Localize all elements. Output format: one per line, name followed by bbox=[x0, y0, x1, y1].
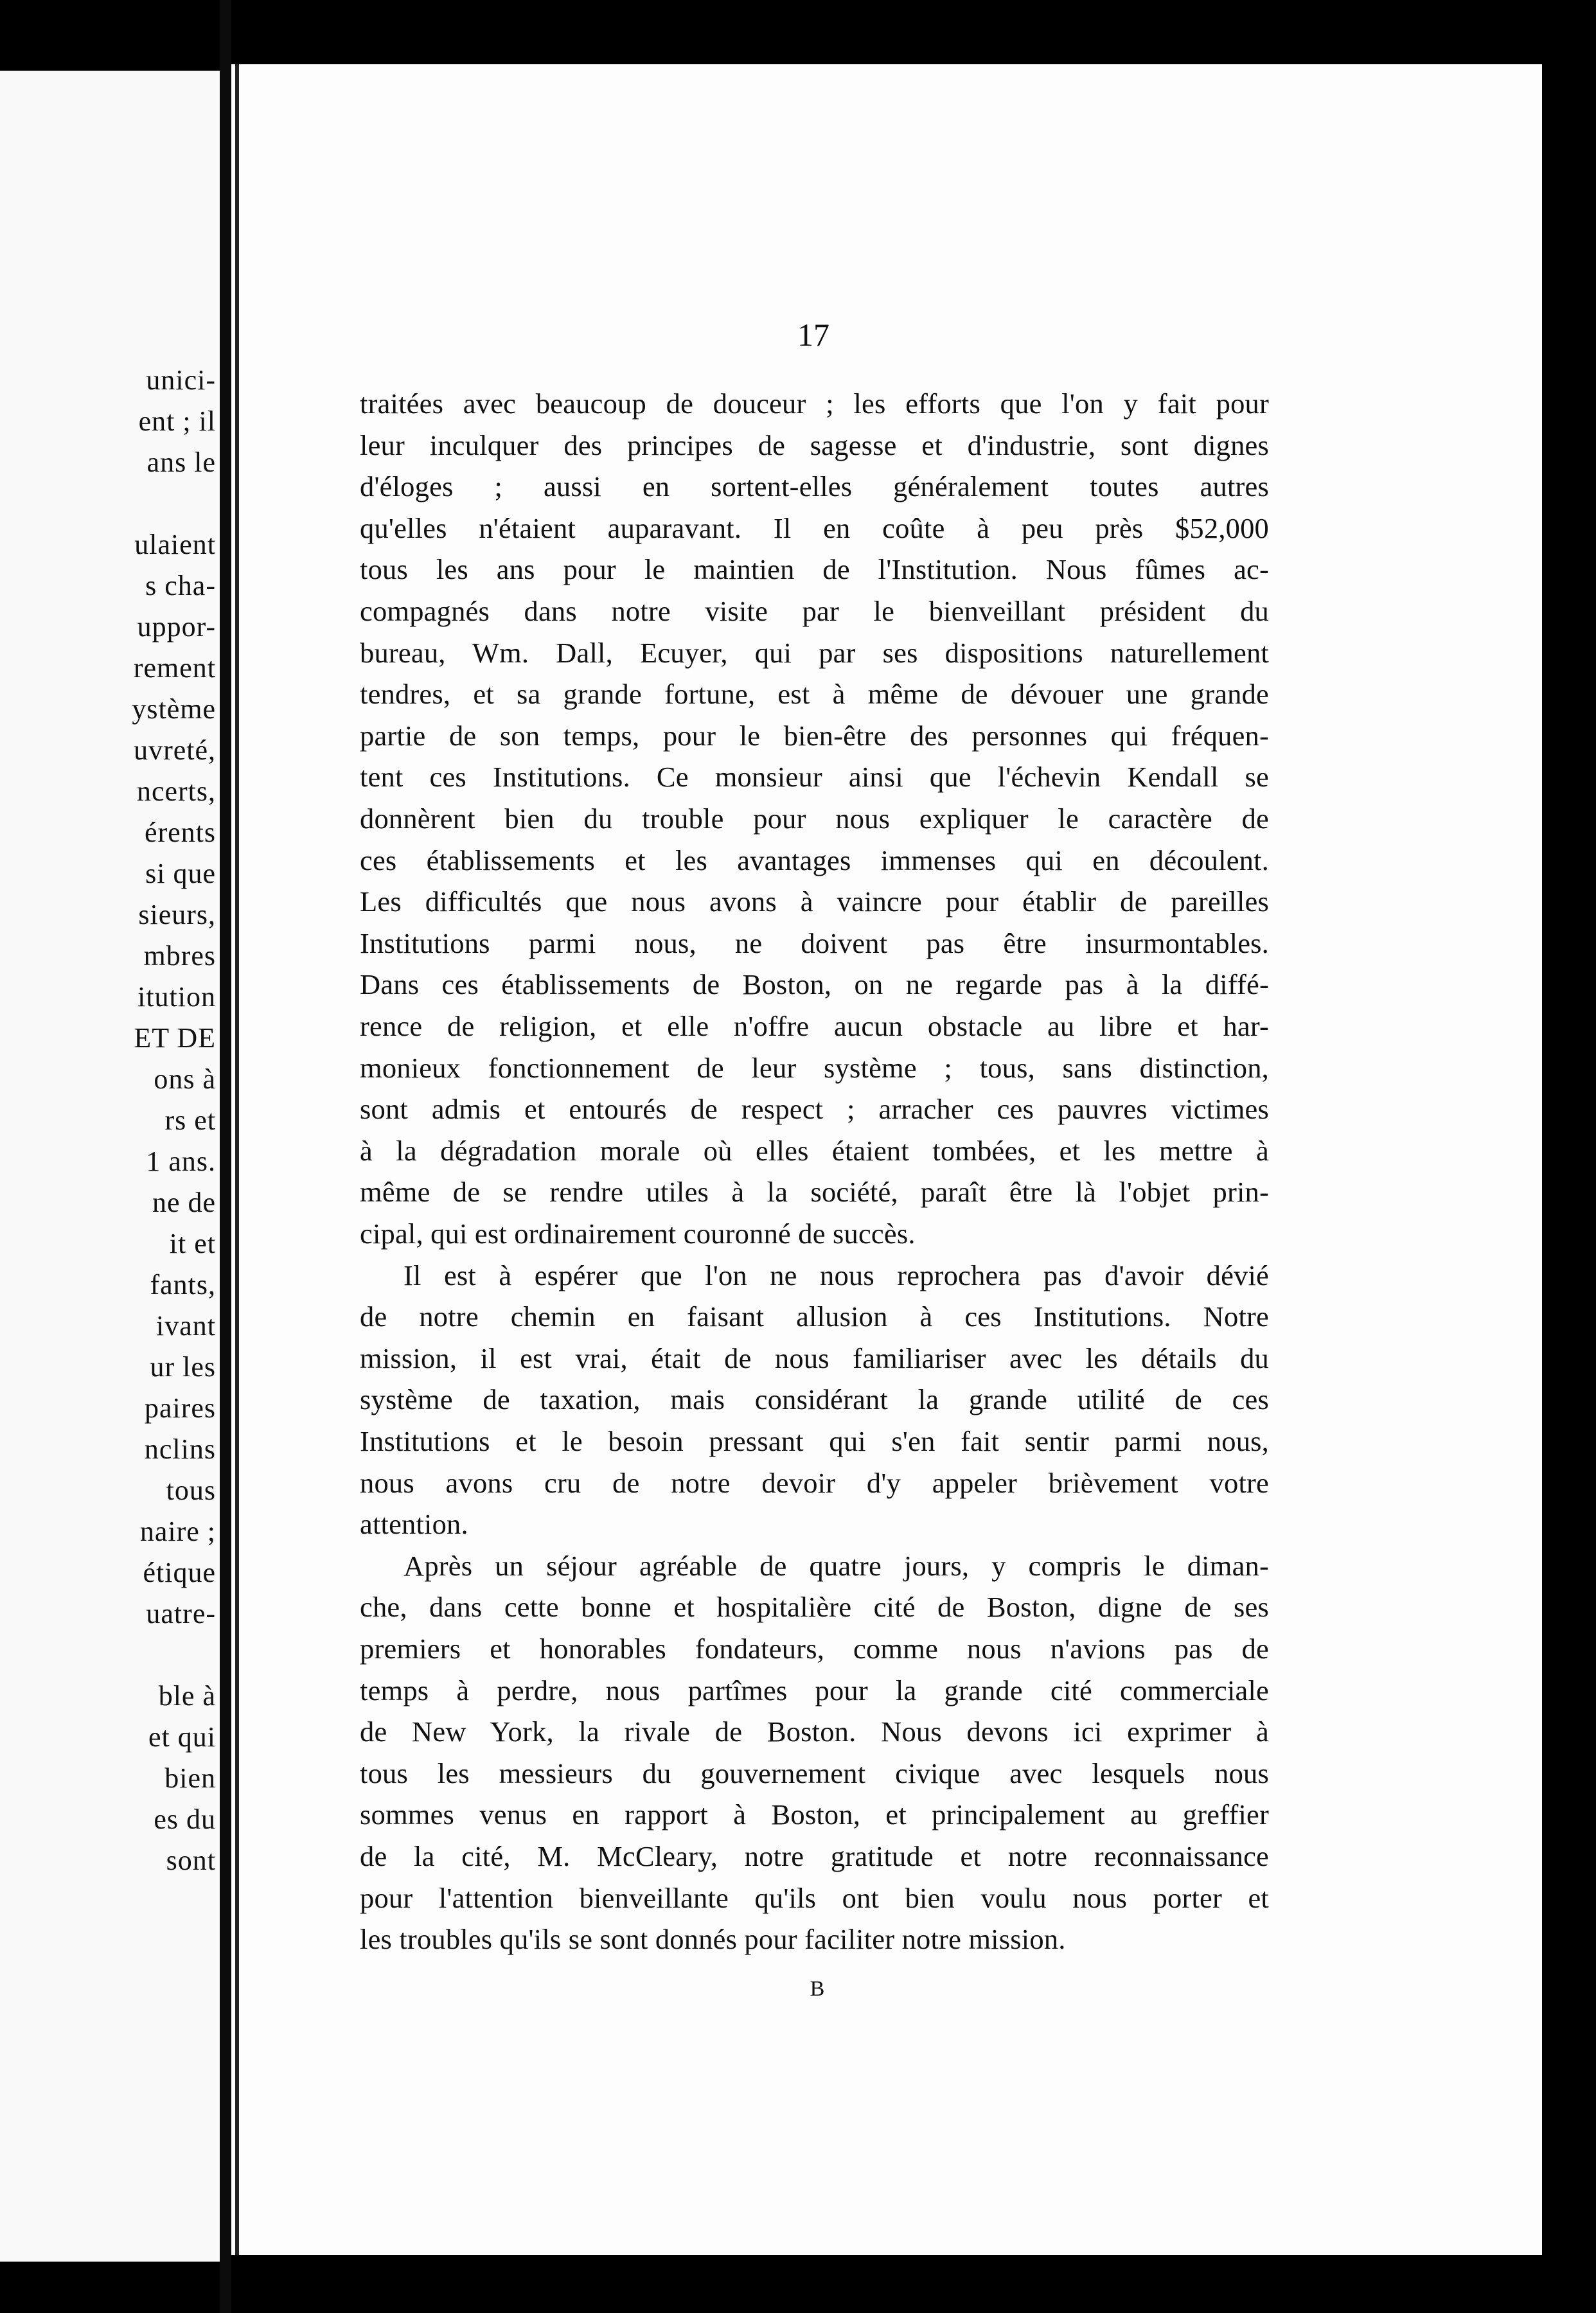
left-page-line: ulaient bbox=[134, 529, 216, 560]
text-line: qu'elles n'étaient auparavant. Il en coûte à peu près $52,000 bbox=[360, 512, 1269, 544]
scan-border-top-left bbox=[0, 0, 220, 71]
text-line: les troubles qu'ils se sont donnés pour faciliter notre mission. bbox=[360, 1923, 1066, 1955]
text-line: premiers et honorables fondateurs, comme nous n'avions pas de bbox=[360, 1633, 1269, 1665]
left-page-line: paires bbox=[144, 1392, 216, 1424]
text-line: d'éloges ; aussi en sortent-elles généralement toutes autres bbox=[360, 470, 1269, 502]
scan-border-bottom-left bbox=[0, 2262, 220, 2313]
left-page-line: si que bbox=[145, 858, 216, 889]
left-page-line: érents bbox=[144, 817, 216, 848]
left-page-line: itution bbox=[137, 981, 216, 1013]
left-page-line: sieurs, bbox=[138, 899, 216, 930]
text-line: partie de son temps, pour le bien-être des personnes qui fréquen- bbox=[360, 720, 1269, 752]
left-page-fragment bbox=[0, 0, 220, 2313]
text-line: tendres, et sa grande fortune, est à même de dévouer une grande bbox=[360, 678, 1269, 710]
left-page-line: ans le bbox=[146, 447, 216, 478]
left-page-line: uppor- bbox=[137, 611, 216, 642]
text-line: Les difficultés que nous avons à vaincre pour établir de pareilles bbox=[360, 885, 1269, 917]
left-page-line: rs et bbox=[164, 1104, 216, 1136]
text-line: système de taxation, mais considérant la grande utilité de ces bbox=[360, 1383, 1269, 1415]
text-line: rence de religion, et elle n'offre aucun obstacle au libre et har- bbox=[360, 1010, 1269, 1042]
left-page-line: unici- bbox=[146, 364, 216, 396]
left-page-line: mbres bbox=[143, 940, 216, 971]
text-line: de la cité, M. McCleary, notre gratitude et notre reconnaissance bbox=[360, 1840, 1269, 1872]
left-page-line: ent ; il bbox=[138, 405, 216, 437]
text-line: ces établissements et les avantages immenses qui en découlent. bbox=[360, 844, 1269, 876]
text-line: cipal, qui est ordinairement couronné de succès. bbox=[360, 1218, 916, 1250]
text-line: compagnés dans notre visite par le bienveillant président du bbox=[360, 595, 1269, 627]
left-page-line: ystème bbox=[132, 693, 216, 725]
left-page-line: 1 ans. bbox=[146, 1146, 216, 1177]
left-page-line: naire ; bbox=[139, 1516, 216, 1547]
text-line: Après un séjour agréable de quatre jours, y compris le diman- bbox=[403, 1550, 1269, 1582]
left-page-line: ur les bbox=[150, 1351, 216, 1383]
left-page-line: it et bbox=[169, 1228, 216, 1259]
left-page-line: uvreté, bbox=[134, 734, 216, 766]
text-line: tent ces Institutions. Ce monsieur ainsi que l'échevin Kendall se bbox=[360, 761, 1269, 793]
left-page-line: ons à bbox=[154, 1063, 216, 1095]
text-line: de notre chemin en faisant allusion à ces Institutions. Notre bbox=[360, 1300, 1269, 1333]
text-line: tous les messieurs du gouvernement civique avec lesquels nous bbox=[360, 1757, 1269, 1789]
left-page-line: nclins bbox=[144, 1433, 216, 1465]
text-line: leur inculquer des principes de sagesse et d'industrie, sont dignes bbox=[360, 429, 1269, 461]
left-page-text bbox=[0, 0, 220, 2313]
text-line: pour l'attention bienveillante qu'ils ont bien voulu nous porter et bbox=[360, 1882, 1269, 1914]
scan-border-right bbox=[1542, 0, 1596, 2313]
left-page-line: tous bbox=[166, 1475, 216, 1506]
text-line: même de se rendre utiles à la société, paraît être là l'objet prin- bbox=[360, 1176, 1269, 1208]
text-line: traitées avec beaucoup de douceur ; les efforts que l'on y fait pour bbox=[360, 387, 1269, 420]
signature-mark: B bbox=[810, 1977, 825, 2001]
book-gutter bbox=[220, 0, 231, 2313]
text-line: tous les ans pour le maintien de l'Institution. Nous fûmes ac- bbox=[360, 553, 1269, 585]
left-page-line: ET DE bbox=[134, 1022, 216, 1054]
left-page-line: et qui bbox=[148, 1721, 216, 1753]
text-line: Institutions et le besoin pressant qui s'en fait sentir parmi nous, bbox=[360, 1425, 1269, 1457]
left-page-line: rement bbox=[133, 652, 216, 684]
text-line: Il est à espérer que l'on ne nous reprochera pas d'avoir dévié bbox=[403, 1259, 1269, 1291]
scan-border-top bbox=[231, 0, 1596, 64]
left-page-line: fants, bbox=[150, 1269, 216, 1300]
left-page-line: ivant bbox=[156, 1310, 216, 1342]
text-line: mission, il est vrai, était de nous familiariser avec les détails du bbox=[360, 1342, 1269, 1374]
left-page-line: sont bbox=[166, 1845, 216, 1876]
text-line: monieux fonctionnement de leur système ; tous, sans distinction, bbox=[360, 1052, 1269, 1084]
text-line: Institutions parmi nous, ne doivent pas être insurmontables. bbox=[360, 927, 1269, 959]
text-line: bureau, Wm. Dall, Ecuyer, qui par ses dispositions naturellement bbox=[360, 637, 1269, 669]
text-line: nous avons cru de notre devoir d'y appeler brièvement votre bbox=[360, 1467, 1269, 1499]
text-line: temps à perdre, nous partîmes pour la grande cité commerciale bbox=[360, 1674, 1269, 1706]
left-page-line: ble à bbox=[158, 1680, 216, 1712]
text-line: attention. bbox=[360, 1508, 468, 1540]
left-page-line: bien bbox=[164, 1762, 216, 1794]
left-page-line: ncerts, bbox=[136, 775, 216, 807]
left-page-line: uatre- bbox=[146, 1598, 216, 1629]
text-line: Dans ces établissements de Boston, on ne regarde pas à la diffé- bbox=[360, 968, 1269, 1000]
left-page-line: étique bbox=[143, 1557, 216, 1588]
text-line: sommes venus en rapport à Boston, et principalement au greffier bbox=[360, 1798, 1269, 1830]
left-page-line: s cha- bbox=[145, 570, 216, 601]
text-line: donnèrent bien du trouble pour nous expliquer le caractère de bbox=[360, 802, 1269, 835]
text-line: sont admis et entourés de respect ; arracher ces pauvres victimes bbox=[360, 1093, 1269, 1125]
page-number: 17 bbox=[797, 317, 829, 353]
scan-border-bottom bbox=[231, 2255, 1596, 2313]
text-line: che, dans cette bonne et hospitalière cité de Boston, digne de ses bbox=[360, 1591, 1269, 1623]
left-page-line: ne de bbox=[152, 1187, 216, 1218]
left-page-line: es du bbox=[154, 1803, 216, 1835]
text-line: de New York, la rivale de Boston. Nous devons ici exprimer à bbox=[360, 1715, 1269, 1748]
text-line: à la dégradation morale où elles étaient tombées, et les mettre à bbox=[360, 1135, 1269, 1167]
